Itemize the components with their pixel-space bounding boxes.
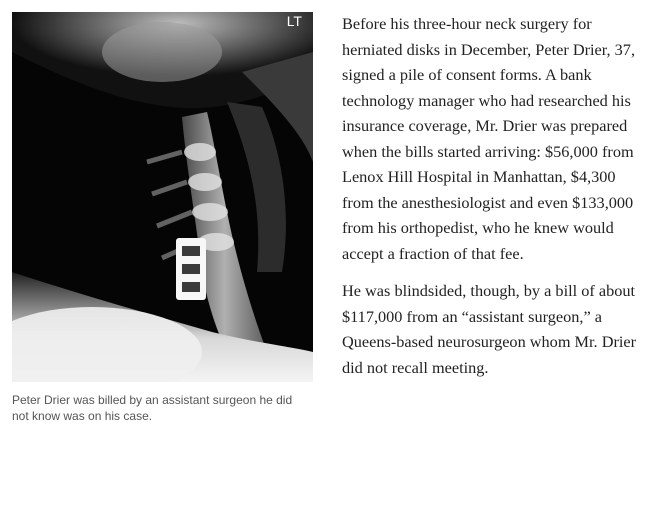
paragraph-1: Before his three-hour neck surgery for herniated disks in December, Peter Drier, 37, signed a pile of consent forms. A bank technology manager who had researched his insurance coverage, Mr. Drier was prepared when the bills started arriving: $56,000 from Lenox Hill Hospital in Manhattan, $4,300 from the anesthesiologist and even $133,000 from his orthopedist, who he knew would accept a fraction of that fee. bbox=[342, 14, 636, 263]
watermark-label: LT bbox=[286, 13, 302, 29]
image-caption: Peter Drier was billed by an assistant surgeon he did not know was on his case. bbox=[12, 393, 293, 423]
xray-neck-illustration bbox=[12, 12, 313, 382]
surgical-plate-icon bbox=[176, 238, 206, 300]
paragraph-2: He was blindsided, though, by a bill of about $117,000 from an “assistant surgeon,” a Queens-based neurosurgeon whom Mr. Drier did not recall meeting. bbox=[342, 281, 637, 377]
article-body bbox=[342, 11, 640, 392]
xray-image bbox=[12, 12, 313, 382]
